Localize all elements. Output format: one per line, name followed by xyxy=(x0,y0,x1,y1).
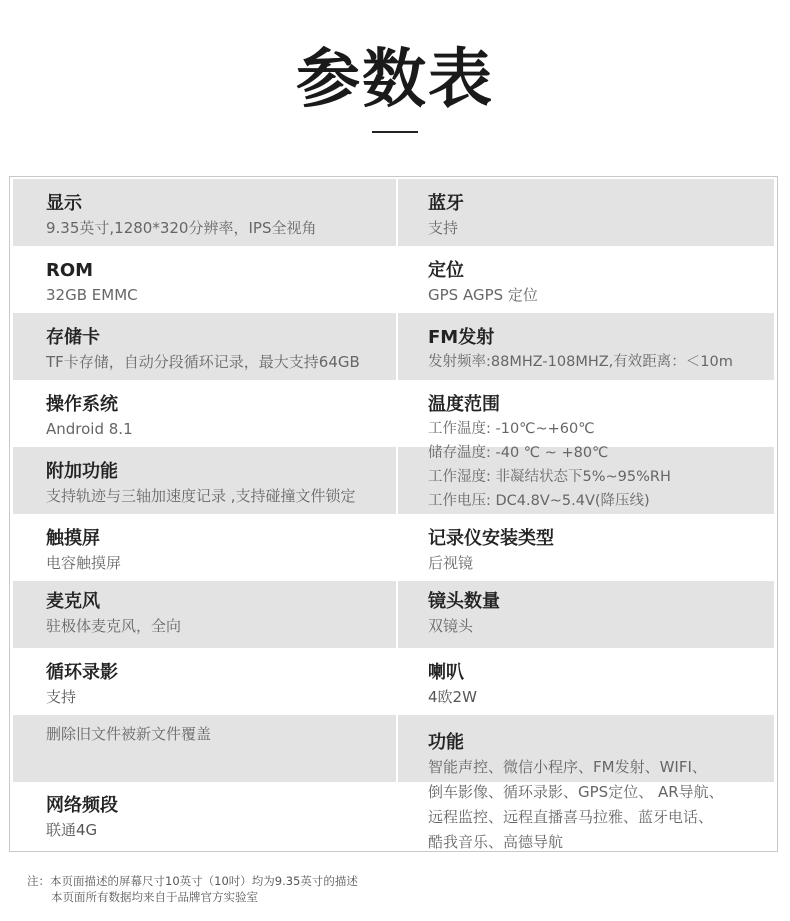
spec-value: 支持 xyxy=(428,219,459,237)
spec-rom xyxy=(46,259,138,307)
spec-label: 镜头数量 xyxy=(428,591,500,612)
spec-loop xyxy=(46,661,118,709)
spec-location xyxy=(428,259,538,307)
spec-label: 喇叭 xyxy=(428,662,464,683)
footnote: 本页面所有数据均来自于品牌官方实验室 xyxy=(51,890,258,904)
spec-value: 4欧2W xyxy=(428,688,477,706)
spec-features xyxy=(428,731,724,855)
spec-fm xyxy=(428,326,733,374)
spec-display xyxy=(46,192,316,240)
spec-loop-note xyxy=(46,722,211,746)
spec-value: 工作温度: -10℃~+60℃ xyxy=(428,421,595,437)
spec-temperature xyxy=(428,393,671,513)
spec-mic xyxy=(46,590,181,638)
spec-label: 操作系统 xyxy=(46,394,118,415)
spec-label: 定位 xyxy=(428,260,464,281)
row-band xyxy=(13,514,774,581)
spec-value: Android 8.1 xyxy=(46,420,133,438)
spec-label: ROM xyxy=(46,260,94,281)
spec-speaker xyxy=(428,661,477,709)
spec-value: 工作电压: DC4.8V~5.4V(降压线) xyxy=(428,493,650,509)
spec-label: 功能 xyxy=(428,732,464,753)
spec-value: 删除旧文件被新文件覆盖 xyxy=(46,725,212,743)
spec-label: 记录仪安装类型 xyxy=(428,528,554,549)
spec-label: 触摸屏 xyxy=(46,528,100,549)
spec-value: 后视镜 xyxy=(428,554,474,572)
footnote: 注：本页面描述的屏幕尺寸10英寸（10吋）均为9.35英寸的描述 xyxy=(27,874,358,888)
spec-label: 附加功能 xyxy=(46,461,118,482)
spec-mount xyxy=(428,527,554,575)
spec-value: 酷我音乐、高德导航 xyxy=(428,833,564,851)
page-title: 参数表 xyxy=(296,43,494,117)
spec-network xyxy=(46,794,118,842)
spec-value: 储存温度: -40 ℃ ~ +80℃ xyxy=(428,445,609,461)
spec-value: GPS AGPS 定位 xyxy=(428,286,538,304)
spec-label: 循环录影 xyxy=(46,662,118,683)
spec-value: 电容触摸屏 xyxy=(46,554,122,572)
title-underline xyxy=(372,131,418,133)
spec-bluetooth xyxy=(428,192,464,240)
spec-label: 蓝牙 xyxy=(428,193,464,214)
row-band xyxy=(13,648,774,715)
spec-value: 支持轨迹与三轴加速度记录 ,支持碰撞文件锁定 xyxy=(46,487,356,505)
spec-label: 网络频段 xyxy=(46,795,118,816)
spec-lens xyxy=(428,590,500,638)
spec-value: 发射频率:88MHZ-108MHZ,有效距离：＜10m xyxy=(428,354,733,370)
column-divider xyxy=(396,177,398,851)
spec-table xyxy=(9,176,778,852)
spec-label: FM发射 xyxy=(428,327,495,348)
spec-value: 支持 xyxy=(46,688,77,706)
spec-value: 驻极体麦克风，全向 xyxy=(46,617,182,635)
spec-extra xyxy=(46,460,356,508)
spec-value: 联通4G xyxy=(46,821,98,839)
spec-value: 智能声控、微信小程序、FM发射、WIFI、 xyxy=(428,758,707,776)
spec-value: 倒车影像、循环录影、GPS定位、 AR导航、 xyxy=(428,783,724,801)
spec-value: 双镜头 xyxy=(428,617,474,635)
spec-value: 32GB EMMC xyxy=(46,286,138,304)
spec-label: 显示 xyxy=(46,193,82,214)
spec-os xyxy=(46,393,133,441)
spec-label: 存储卡 xyxy=(46,327,100,348)
spec-value: 工作湿度: 非凝结状态下5%~95%RH xyxy=(428,469,671,485)
spec-value: TF卡存储，自动分段循环记录，最大支持64GB xyxy=(46,353,360,371)
spec-value: 远程监控、远程直播喜马拉雅、蓝牙电话、 xyxy=(428,808,714,826)
spec-label: 麦克风 xyxy=(46,591,100,612)
spec-touch xyxy=(46,527,121,575)
spec-value: 9.35英寸,1280*320分辨率，IPS全视角 xyxy=(46,219,317,237)
spec-label: 温度范围 xyxy=(428,394,500,415)
spec-storage xyxy=(46,326,360,374)
